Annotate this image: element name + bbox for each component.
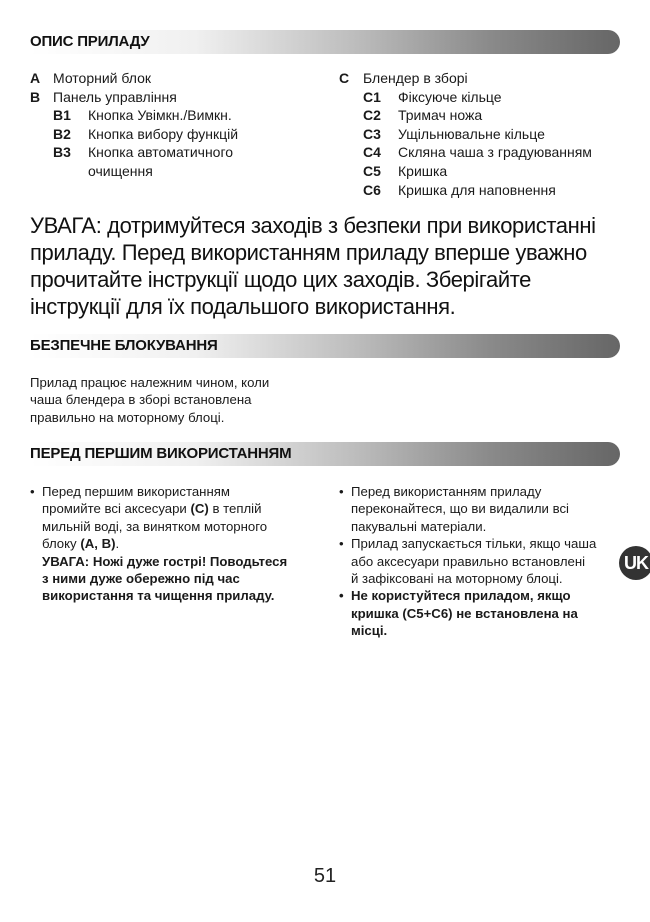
section-title: ОПИС ПРИЛАДУ (30, 33, 150, 50)
list-item: C Блендер в зборі (339, 70, 468, 86)
list-item: C5 Кришка (363, 162, 448, 179)
section-title: БЕЗПЕЧНЕ БЛОКУВАННЯ (30, 337, 218, 354)
first-use-left (30, 483, 320, 605)
list-item: • Перед використанням приладу переконайтеся, що ви видалили всі пакувальні матеріали. (339, 484, 569, 534)
section-header-description (30, 30, 620, 54)
list-item: очищення (88, 162, 153, 179)
parts-list-left (30, 69, 238, 181)
page-number: 51 (313, 865, 337, 887)
parts-list-right (339, 69, 592, 199)
list-item: B2 Кнопка вибору функцій (53, 125, 239, 142)
list-item: C1 Фіксуюче кільце (363, 88, 502, 105)
list-item: C4 Скляна чаша з градуюванням (363, 144, 592, 161)
safety-warning: УВАГА: дотримуйтеся заходів з безпеки при використанні приладу. Перед використанням приладу вперше уважно прочитайте інструкції щодо цих заходів. Зберігайте інструкції для їх подальшого використання. (30, 213, 596, 319)
list-item: B Панель управління (30, 88, 177, 105)
list-item: B3 Кнопка автоматичного (53, 144, 234, 161)
list-item: C6 Кришка для наповнення (363, 181, 556, 198)
list-item: • Перед першим використанням промийте всі аксесуари (C) в теплій мильній воді, за винятком моторного блоку (A, B). УВАГА: Ножі дуже гострі! Поводьтеся з ними дуже обережно під час використання та чищення приладу. (30, 484, 288, 604)
list-item: C2 Тримач ножа (363, 107, 483, 124)
section-header-lock (30, 334, 620, 358)
list-item: C3 Ущільнювальне кільце (363, 125, 545, 142)
language-badge: UK (619, 546, 650, 580)
lock-paragraph: Прилад працює належним чином, коли чаша блендера в зборі встановлена правильно на моторному блоці. (30, 375, 270, 425)
list-item: • Не користуйтеся приладом, якщо кришка (C5+C6) не встановлена на місці. (339, 588, 578, 639)
section-title: ПЕРЕД ПЕРШИМ ВИКОРИСТАННЯМ (30, 445, 292, 462)
list-item: B1 Кнопка Увімкн./Вимкн. (53, 107, 232, 124)
first-use-right (339, 483, 629, 640)
list-item: • Прилад запускається тільки, якщо чаша або аксесуари правильно встановлені й зафіксовані на моторному блоці. (339, 536, 597, 587)
section-header-first-use (30, 442, 620, 466)
list-item: A Моторний блок (30, 70, 152, 86)
